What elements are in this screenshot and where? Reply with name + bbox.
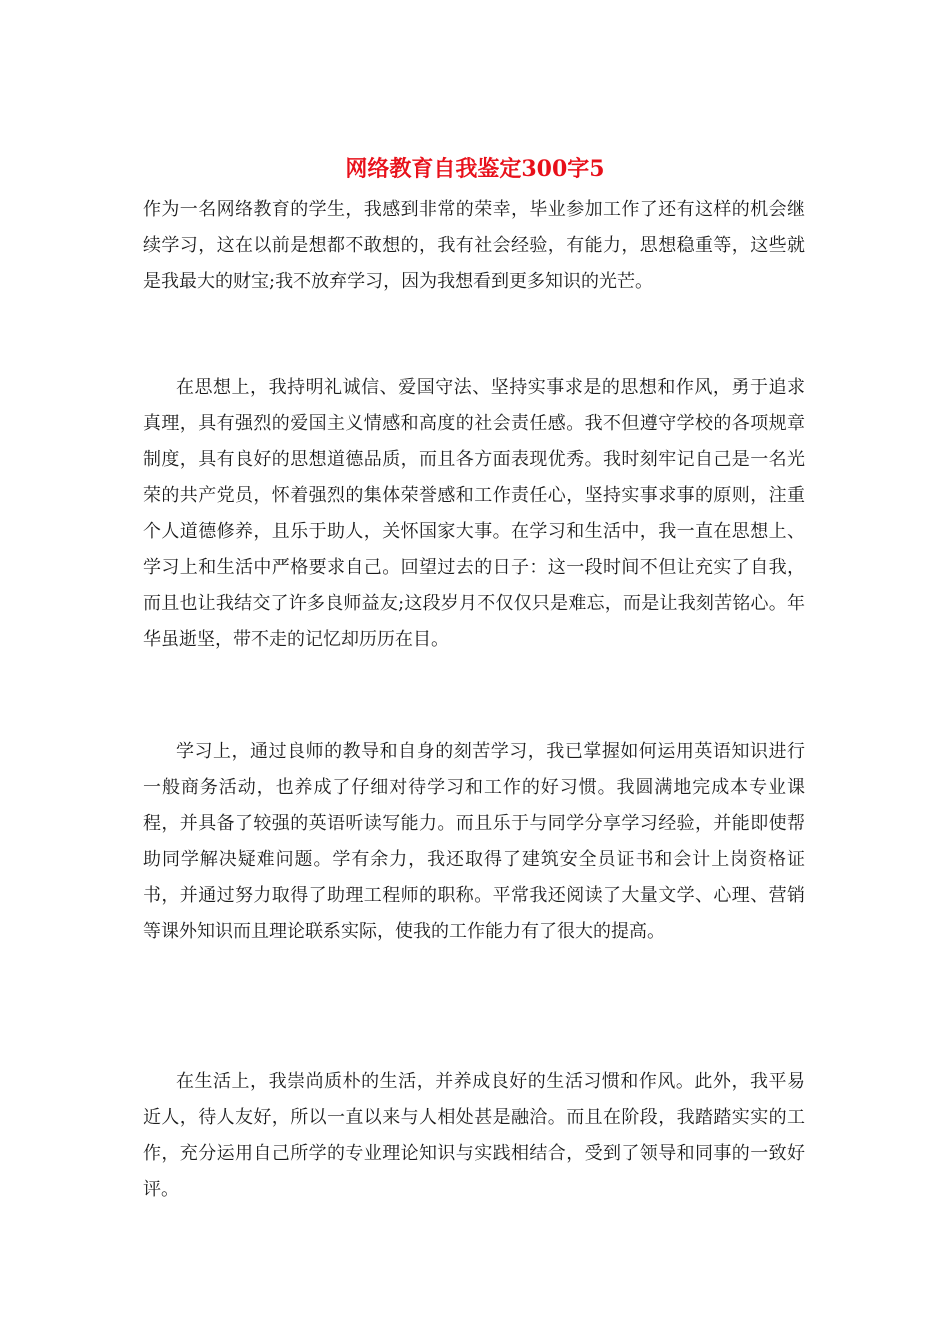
document-title: 网络教育自我鉴定300字5 (345, 156, 605, 182)
paragraph-ideology: 在思想上，我持明礼诚信、爱国守法、坚持实事求是的思想和作风，勇于追求真理，具有强烈的爱国主义情感和高度的社会责任感。我不但遵守学校的各项规章制度，具有良好的思想道德品质，而且各方面表现优秀。我时刻牢记自己是一名光荣的共产党员，怀着强烈的集体荣誉感和工作责任心，坚持实事求事的原则，注重个人道德修养，且乐于助人，关怀国家大事。在学习和生活中，我一直在思想上、学习上和生活中严格要求自己。回望过去的日子：这一段时间不但让充实了自我，而且也让我结交了许多良师益友;这段岁月不仅仅只是难忘，而是让我刻苦铭心。年华虽逝坚，带不走的记忆却历历在目。 (143, 377, 805, 650)
paragraph-study: 学习上，通过良师的教导和自身的刻苦学习，我已掌握如何运用英语知识进行一般商务活动，也养成了仔细对待学习和工作的好习惯。我圆满地完成本专业课程，并具备了较强的英语听读写能力。而且乐于与同学分享学习经验，并能即使帮助同学解决疑难问题。学有余力，我还取得了建筑安全员证书和会计上岗资格证书，并通过努力取得了助理工程师的职称。平常我还阅读了大量文学、心理、营销等课外知识而且理论联系实际，使我的工作能力有了很大的提高。 (143, 741, 805, 942)
paragraph-intro: 作为一名网络教育的学生，我感到非常的荣幸，毕业参加工作了还有这样的机会继续学习，这在以前是想都不敢想的，我有社会经验，有能力，思想稳重等，这些就是我最大的财宝;我不放弃学习，因为我想看到更多知识的光芒。 (143, 199, 805, 292)
paragraph-life: 在生活上，我崇尚质朴的生活，并养成良好的生活习惯和作风。此外，我平易近人，待人友好，所以一直以来与人相处甚是融洽。而且在阶段，我踏踏实实的工作，充分运用自己所学的专业理论知识与实践相结合，受到了领导和同事的一致好评。 (143, 1071, 805, 1200)
